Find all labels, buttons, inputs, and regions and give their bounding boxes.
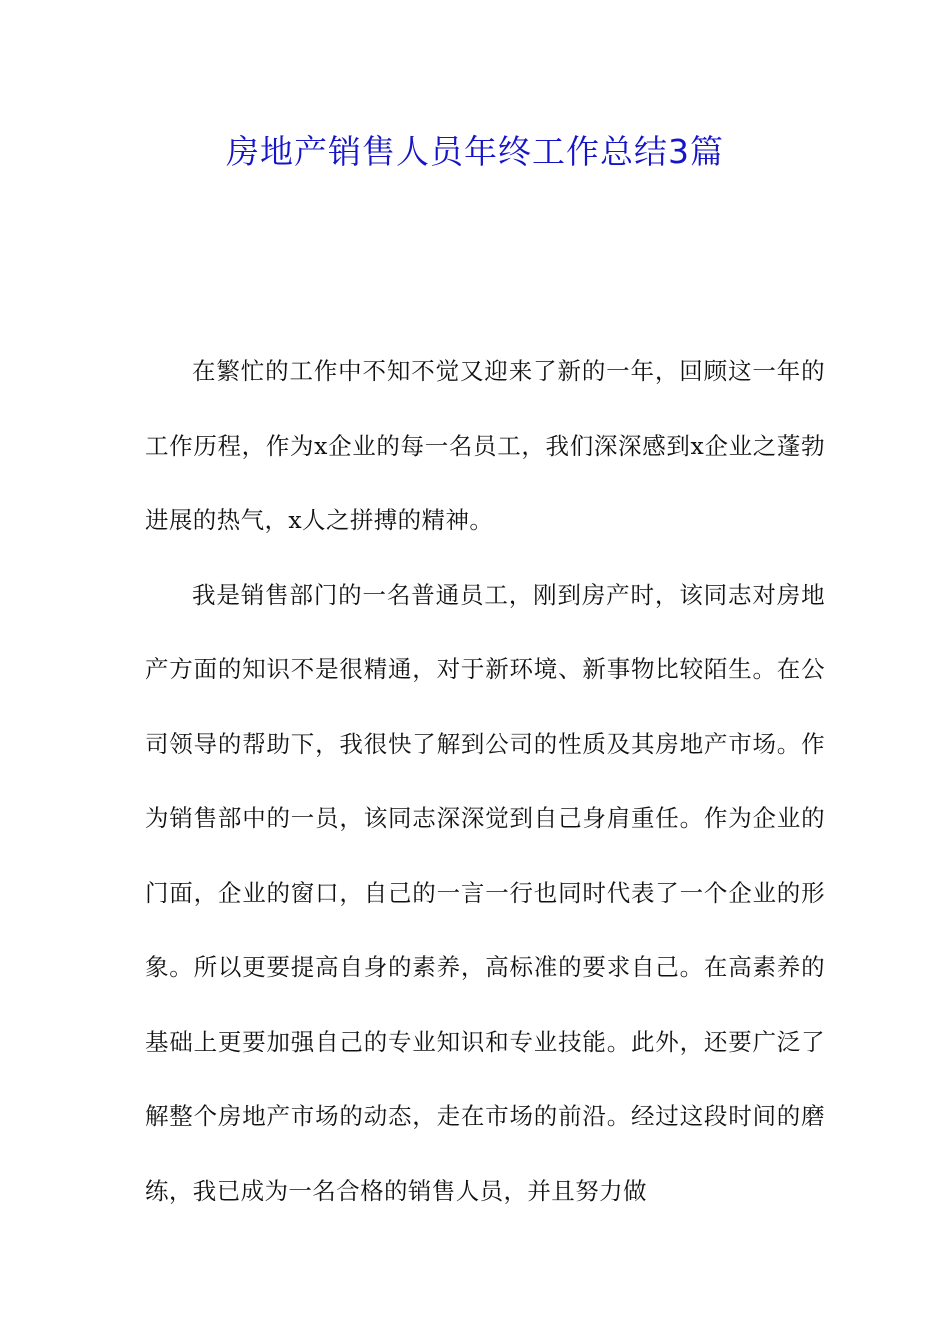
paragraph-2: 我是销售部门的一名普通员工，刚到房产时，该同志对房地产方面的知识不是很精通，对于新环境、新事物比较陌生。在公司领导的帮助下，我很快了解到公司的性质及其房地产市场。作为销售部中的一员，该同志深深觉到自己身肩重任。作为企业的门面，企业的窗口，自己的一言一行也同时代表了一个企业的形象。所以更要提高自身的素养，高标准的要求自己。在高素养的基础上更要加强自己的专业知识和专业技能。此外，还要广泛了解整个房地产市场的动态，走在市场的前沿。经过这段时间的磨练，我已成为一名合格的销售人员，并且努力做 <box>145 580 825 1205</box>
paragraph-1: 在繁忙的工作中不知不觉又迎来了新的一年，回顾这一年的工作历程，作为x企业的每一名员工，我们深深感到x企业之蓬勃进展的热气，x人之拼搏的精神。 <box>145 357 825 534</box>
document-title: 房地产销售人员年终工作总结3篇 <box>226 132 724 171</box>
document-body <box>145 334 825 1228</box>
